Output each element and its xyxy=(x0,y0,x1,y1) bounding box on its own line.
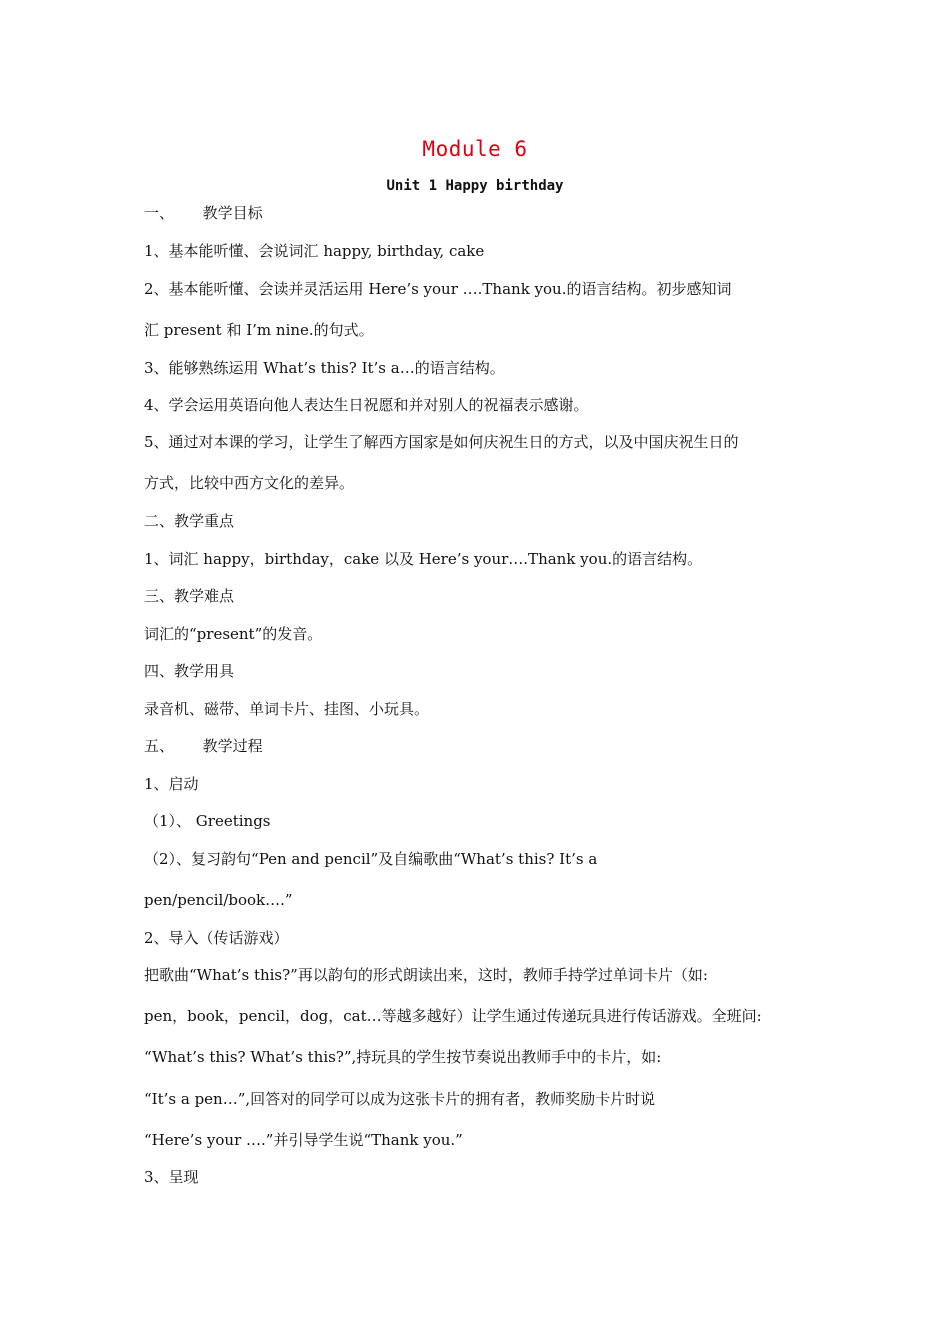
process-substep-2: （2）、复习韵句“Pen and pencil”及自编歌曲“What’s this? It’s a xyxy=(144,850,598,868)
objective-item-3: 3、能够熟练运用 What’s this? It’s a…的语言结构。 xyxy=(144,359,505,377)
process-step-1: 1、启动 xyxy=(144,775,199,793)
section-heading-objectives: 一、 教学目标 xyxy=(144,204,263,222)
process-step-2-para-4: “It’s a pen…”,回答对的同学可以成为这张卡片的拥有者，教师奖励卡片时说 xyxy=(144,1090,656,1108)
materials-item: 录音机、磁带、单词卡片、挂图、小玩具。 xyxy=(144,700,430,718)
document-subtitle: Unit 1 Happy birthday xyxy=(386,178,564,194)
process-step-2-para-2: pen，book，pencil，dog，cat…等越多越好）让学生通过传递玩具进行传话游戏。全班问: xyxy=(144,1007,762,1025)
objective-item-1: 1、基本能听懂、会说词汇 happy, birthday, cake xyxy=(144,242,485,260)
document-title: Module 6 xyxy=(422,137,528,161)
section-heading-process: 五、 教学过程 xyxy=(144,737,263,755)
section-heading-key-points: 二、教学重点 xyxy=(144,512,235,530)
process-substep-2-cont: pen/pencil/book….” xyxy=(144,891,293,909)
process-step-2-para-3: “What’s this? What’s this?”,持玩具的学生按节奏说出教师手中的卡片，如: xyxy=(144,1048,662,1066)
process-step-3: 3、呈现 xyxy=(144,1168,199,1186)
objective-item-5: 5、通过对本课的学习，让学生了解西方国家是如何庆祝生日的方式，以及中国庆祝生日的 xyxy=(144,433,739,451)
process-step-2: 2、导入（传话游戏） xyxy=(144,929,289,947)
objective-item-2: 2、基本能听懂、会读并灵活运用 Here’s your ….Thank you.的语言结构。初步感知词 xyxy=(144,280,732,298)
process-step-2-para-1: 把歌曲“What’s this?”再以韵句的形式朗读出来，这时，教师手持学过单词卡片（如: xyxy=(144,966,708,984)
process-substep-1: （1）、 Greetings xyxy=(144,812,271,830)
objective-item-4: 4、学会运用英语向他人表达生日祝愿和并对别人的祝福表示感谢。 xyxy=(144,396,589,414)
section-heading-difficulties: 三、教学难点 xyxy=(144,587,235,605)
objective-item-2-cont: 汇 present 和 I’m nine.的句式。 xyxy=(144,321,374,339)
objective-item-5-cont: 方式，比较中西方文化的差异。 xyxy=(144,474,355,492)
difficulty-item: 词汇的“present”的发音。 xyxy=(144,625,323,643)
key-point-item-1: 1、词汇 happy，birthday，cake 以及 Here’s your….Thank you.的语言结构。 xyxy=(144,550,703,568)
section-heading-materials: 四、教学用具 xyxy=(144,662,235,680)
process-step-2-para-5: “Here’s your ….”并引导学生说“Thank you.” xyxy=(144,1131,463,1149)
